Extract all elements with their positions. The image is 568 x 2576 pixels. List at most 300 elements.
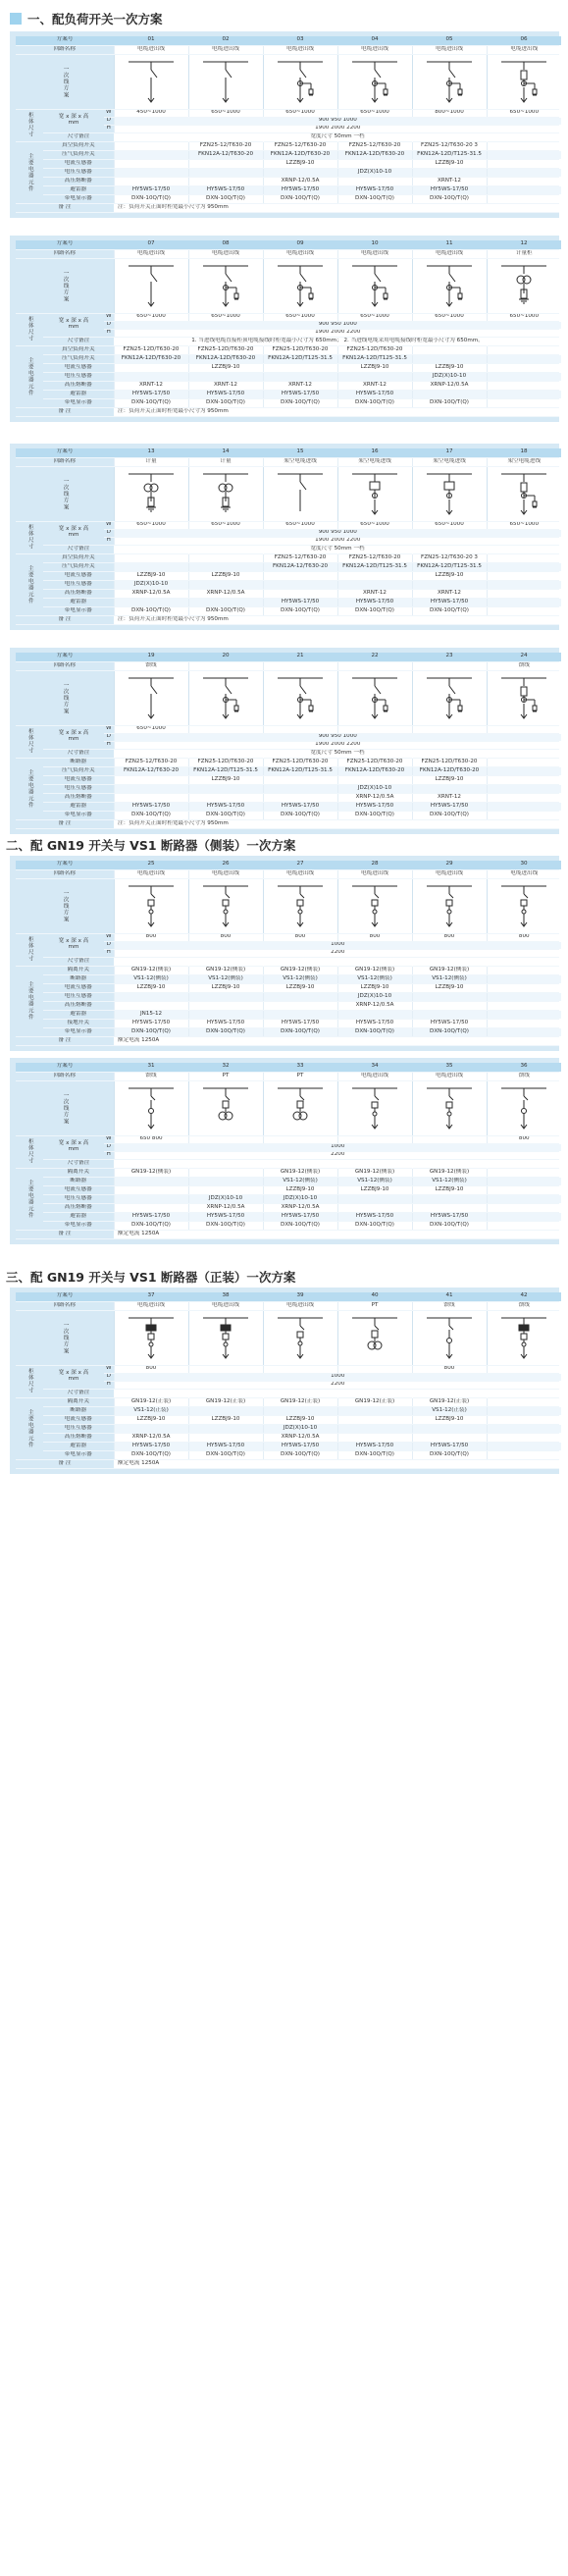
element-value: HY5WS-17/50 (263, 1212, 337, 1221)
size-note-label: 尺寸备注 (43, 957, 114, 966)
single-line-diagram-icon (114, 878, 188, 933)
element-value-extra (487, 562, 561, 571)
single-line-diagram-icon (487, 1080, 561, 1135)
element-name: 真空负荷开关 (43, 141, 114, 150)
scheme-table (16, 240, 561, 417)
remark-label: 备 注 (16, 615, 114, 624)
element-value: FKN12A-12D/T125-31.5 (412, 150, 487, 159)
element-value: DXN-10Q/T(Q) (337, 1027, 412, 1036)
table-row (16, 1063, 561, 1072)
single-line-diagram-icon (487, 258, 561, 313)
diagram-label: 一次线方案 (16, 1310, 114, 1365)
element-value: DXN-10Q/T(Q) (188, 1221, 263, 1230)
table-row (16, 562, 561, 571)
element-value: JDZ(X)10-10 (337, 168, 412, 177)
element-value (412, 1010, 487, 1019)
element-value: XRNP-12/0.5A (188, 1203, 263, 1212)
element-value: LZZBJ9-10 (188, 1415, 263, 1424)
width-value (487, 725, 561, 733)
element-value: DXN-10Q/T(Q) (412, 1221, 487, 1230)
single-line-diagram-icon (337, 258, 412, 313)
size-unit: mm (68, 1376, 79, 1382)
main-elements-label: 主要电器元件 (16, 553, 43, 615)
scheme-no: 09 (263, 240, 337, 249)
element-value (188, 784, 263, 793)
element-value (188, 1001, 263, 1010)
table-row (16, 457, 561, 466)
element-value (337, 571, 412, 580)
element-value (412, 1203, 487, 1212)
size-unit: mm (68, 944, 79, 950)
d-label: D (104, 1373, 114, 1381)
loop-name (263, 661, 337, 670)
size-dims: 宽 x 深 x 高 (58, 1370, 89, 1377)
element-value: FZN25-12/T630-20 (263, 553, 337, 562)
width-value (487, 1365, 561, 1373)
element-value-extra (487, 1212, 561, 1221)
remark: 注：负荷开关正面时柜宽最小尺寸为 950mm (114, 615, 561, 624)
w-label: W (104, 1135, 114, 1143)
table-row (16, 1177, 561, 1185)
element-value: FKN12A-12D/T630-20 (337, 150, 412, 159)
element-value (263, 372, 337, 381)
element-name: 高压熔断器 (43, 1433, 114, 1442)
loop-name-label: 回路名称 (16, 45, 114, 54)
size-unit: mm (68, 324, 79, 330)
table-row (16, 159, 561, 168)
element-value (412, 345, 487, 354)
loop-name: 电缆进出线 (412, 1072, 487, 1080)
element-name: 电流互感器 (43, 571, 114, 580)
element-value: XRNP-12/0.5A (114, 589, 188, 598)
element-value-extra (487, 553, 561, 562)
element-value: DXN-10Q/T(Q) (114, 1027, 188, 1036)
loop-name: 电缆进出线 (263, 869, 337, 878)
element-value: VS1-12(侧装) (412, 974, 487, 983)
element-name: 电流互感器 (43, 1185, 114, 1194)
width-value: 650~1000 (188, 313, 263, 321)
element-value: LZZBJ9-10 (263, 1415, 337, 1424)
height-value: 1900 2000 2200 (114, 741, 561, 749)
remark: 额定电流 1250A (114, 1230, 561, 1238)
table-row (16, 1027, 561, 1036)
element-value (188, 793, 263, 802)
element-value: GN19-12(正装) (114, 1397, 188, 1406)
element-value: HY5WS-17/50 (263, 1442, 337, 1450)
element-value: HY5WS-17/50 (188, 390, 263, 398)
loop-name (412, 661, 487, 670)
element-name: 压气负荷开关 (43, 766, 114, 775)
element-value (263, 1001, 337, 1010)
element-value: FZN25-12D/T630-20 (412, 758, 487, 766)
height-value: 2200 (114, 949, 561, 957)
width-value: 650~1000 (337, 313, 412, 321)
element-value: FKN12A-12/T630-20 (263, 562, 337, 571)
table-row (16, 141, 561, 150)
element-value (337, 1424, 412, 1433)
size-note-label: 尺寸备注 (43, 545, 114, 553)
element-value: HY5WS-17/50 (114, 802, 188, 811)
width-value: 800 (412, 933, 487, 941)
element-value (337, 372, 412, 381)
loop-name-label: 回路名称 (16, 1301, 114, 1310)
table-row (16, 1415, 561, 1424)
scheme-no: 39 (263, 1292, 337, 1301)
element-value (114, 1203, 188, 1212)
single-line-diagram-icon (412, 1080, 487, 1135)
diagram-label: 一次线方案 (16, 878, 114, 933)
element-value: HY5WS-17/50 (337, 185, 412, 194)
element-value (337, 1010, 412, 1019)
element-name: 压气负荷开关 (43, 354, 114, 363)
size-dims: 宽 x 深 x 高 (58, 938, 89, 945)
w-label: W (104, 313, 114, 321)
element-value-extra (487, 1424, 561, 1433)
main-elements-label: 主要电器元件 (16, 141, 43, 203)
loop-name: PT (188, 1072, 263, 1080)
loop-name: 电缆进出线 (337, 1072, 412, 1080)
element-value: FZN25-12D/T630-20 (188, 345, 263, 354)
element-value-extra (487, 398, 561, 407)
width-value: 650~1000 (263, 521, 337, 529)
remark-label: 备 注 (16, 1036, 114, 1045)
loop-name: 电缆进出线 (337, 249, 412, 258)
table-row (16, 1389, 561, 1397)
size-dims: 宽 x 深 x 高 (58, 114, 89, 121)
single-line-diagram-icon (337, 466, 412, 521)
element-value (188, 553, 263, 562)
element-value (188, 562, 263, 571)
element-value: GN19-12(正装) (188, 1397, 263, 1406)
element-value (188, 1010, 263, 1019)
element-value (263, 589, 337, 598)
width-value: 800 (412, 1365, 487, 1373)
size-note-label: 尺寸备注 (43, 132, 114, 141)
element-value (263, 1010, 337, 1019)
loop-name: 电缆进出线 (487, 45, 561, 54)
element-name: 避雷器 (43, 1442, 114, 1450)
table-row (16, 1442, 561, 1450)
remark: 注：负荷开关正面时柜宽最小尺寸为 950mm (114, 819, 561, 828)
element-value (188, 598, 263, 606)
single-line-diagram-icon (263, 466, 337, 521)
width-value (188, 1365, 263, 1373)
size-row-label (43, 933, 104, 957)
width-value: 650~1000 (337, 521, 412, 529)
table-row (16, 407, 561, 416)
single-line-diagram-icon (188, 258, 263, 313)
element-value: VS1-12(侧装) (412, 1177, 487, 1185)
table-row (16, 725, 561, 733)
depth-value: 900 950 1000 (114, 733, 561, 741)
element-name: 电压互感器 (43, 1424, 114, 1433)
depth-value: 1000 (114, 1373, 561, 1381)
depth-value: 900 950 1000 (114, 529, 561, 537)
width-value: 650~1000 (114, 521, 188, 529)
remark: 注：负荷开关正面时柜宽最小尺寸为 950mm (114, 203, 561, 212)
width-value: 650~1000 (487, 521, 561, 529)
element-value: HY5WS-17/50 (263, 1019, 337, 1027)
single-line-diagram-icon (412, 878, 487, 933)
element-value: XRNP-12/0.5A (188, 589, 263, 598)
scheme-no: 04 (337, 36, 412, 45)
element-name: 压气负荷开关 (43, 150, 114, 159)
element-value: HY5WS-17/50 (412, 598, 487, 606)
element-value: XRNP-12/0.5A (263, 177, 337, 185)
element-value: LZZBJ9-10 (188, 571, 263, 580)
scheme-no: 05 (412, 36, 487, 45)
scheme-no: 38 (188, 1292, 263, 1301)
element-value: JDZ(X)10-10 (263, 1424, 337, 1433)
width-value (412, 725, 487, 733)
table-row (16, 150, 561, 159)
table-row (16, 1010, 561, 1019)
cabinet-size-label: 柜体尺寸 (16, 109, 43, 141)
element-value: LZZBJ9-10 (114, 571, 188, 580)
element-value (412, 1433, 487, 1442)
element-value (188, 159, 263, 168)
loop-name: 架空电缆进线 (412, 457, 487, 466)
element-value: FZN25-12/T630-20 (337, 141, 412, 150)
element-value-extra (487, 580, 561, 589)
scheme-no-label: 方案号 (16, 36, 114, 45)
element-value-extra (487, 150, 561, 159)
element-value: FZN25-12/T630-20 (188, 141, 263, 150)
single-line-diagram-icon (188, 1310, 263, 1365)
table-row (16, 54, 561, 109)
single-line-diagram-icon (263, 1080, 337, 1135)
table-row (16, 758, 561, 766)
element-value (337, 580, 412, 589)
element-value (114, 150, 188, 159)
element-value: LZZBJ9-10 (188, 775, 263, 784)
table-row (16, 381, 561, 390)
element-value-extra (487, 390, 561, 398)
element-value: LZZBJ9-10 (412, 1415, 487, 1424)
size-note: 宽度尺寸 50mm 一档 (114, 749, 561, 758)
element-value: LZZBJ9-10 (337, 1185, 412, 1194)
width-value (337, 1365, 412, 1373)
table-row (16, 580, 561, 589)
element-value: LZZBJ9-10 (114, 983, 188, 992)
table-row (16, 974, 561, 983)
element-value: HY5WS-17/50 (188, 1442, 263, 1450)
element-value: FKN12A-12/T630-20 (114, 766, 188, 775)
main-elements-label: 主要电器元件 (16, 758, 43, 819)
table-row (16, 1001, 561, 1010)
scheme-table (16, 448, 561, 625)
table-row (16, 598, 561, 606)
element-name: 避雷器 (43, 802, 114, 811)
table-row (16, 1185, 561, 1194)
scheme-no-label: 方案号 (16, 653, 114, 661)
element-value-extra (487, 598, 561, 606)
remark-label: 备 注 (16, 203, 114, 212)
table-row (16, 545, 561, 553)
element-value-extra (487, 1203, 561, 1212)
width-value: 650 800 (114, 1135, 188, 1143)
table-row (16, 1194, 561, 1203)
element-name: 带电显示器 (43, 811, 114, 819)
element-value (114, 168, 188, 177)
loop-name: PT (263, 1072, 337, 1080)
table-row (16, 957, 561, 966)
element-value: FZN25-12D/T630-20 (337, 758, 412, 766)
element-name: 接地开关 (43, 1019, 114, 1027)
element-value: DXN-10Q/T(Q) (263, 811, 337, 819)
section-title (6, 834, 295, 856)
element-value: DXN-10Q/T(Q) (337, 1221, 412, 1230)
d-label: D (104, 117, 114, 125)
scheme-no: 28 (337, 861, 412, 869)
scheme-no: 23 (412, 653, 487, 661)
scheme-no: 19 (114, 653, 188, 661)
single-line-diagram-icon (337, 878, 412, 933)
element-name: 电压互感器 (43, 1194, 114, 1203)
loop-name: 电缆进出线 (263, 249, 337, 258)
scheme-no-label: 方案号 (16, 861, 114, 869)
w-label: W (104, 725, 114, 733)
width-value: 650~1000 (263, 109, 337, 117)
element-name: 隔离开关 (43, 1397, 114, 1406)
element-value-extra (487, 1168, 561, 1177)
element-value (188, 1177, 263, 1185)
size-row-label (43, 313, 104, 337)
scheme-no: 02 (188, 36, 263, 45)
size-note-label: 尺寸备注 (43, 749, 114, 758)
scheme-no: 06 (487, 36, 561, 45)
element-value: FZN25-12/T630-20 (263, 141, 337, 150)
element-value: DXN-10Q/T(Q) (337, 606, 412, 615)
element-value: LZZBJ9-10 (412, 571, 487, 580)
single-line-diagram-icon (114, 466, 188, 521)
element-value: GN19-12(侧装) (263, 966, 337, 974)
element-value: HY5WS-17/50 (263, 598, 337, 606)
table-row (16, 983, 561, 992)
loop-name-label: 回路名称 (16, 457, 114, 466)
remark-label: 备 注 (16, 1230, 114, 1238)
element-value: XRNP-12/0.5A (263, 1433, 337, 1442)
h-label: H (104, 1151, 114, 1159)
element-value: DXN-10Q/T(Q) (263, 1221, 337, 1230)
element-value: HY5WS-17/50 (263, 802, 337, 811)
element-value-extra (487, 1010, 561, 1019)
remark: 额定电流 1250A (114, 1036, 561, 1045)
element-value: FZN25-12/T630-20 3 (412, 141, 487, 150)
table-row (16, 661, 561, 670)
element-value (114, 177, 188, 185)
element-value (188, 992, 263, 1001)
table-row (16, 249, 561, 258)
element-value-extra (487, 1027, 561, 1036)
element-name: 隔离开关 (43, 1168, 114, 1177)
element-value-extra (487, 571, 561, 580)
element-value: HY5WS-17/50 (412, 802, 487, 811)
cabinet-size-label: 柜体尺寸 (16, 725, 43, 758)
diagram-label: 一次线方案 (16, 466, 114, 521)
main-elements-label: 主要电器元件 (16, 345, 43, 407)
table-row (16, 1230, 561, 1238)
element-value (412, 784, 487, 793)
element-value: GN19-12(侧装) (114, 966, 188, 974)
section-marker-icon (10, 13, 22, 25)
h-label: H (104, 1381, 114, 1389)
loop-name: 馈线 (487, 1072, 561, 1080)
element-value: VS1-12(侧装) (263, 1177, 337, 1185)
element-name: 带电显示器 (43, 1027, 114, 1036)
table-row (16, 45, 561, 54)
element-value (337, 1203, 412, 1212)
scheme-no: 13 (114, 448, 188, 457)
table-row (16, 802, 561, 811)
element-value: LZZBJ9-10 (188, 983, 263, 992)
element-value: XRNT-12 (114, 381, 188, 390)
element-value: FKN12A-12D/T125-31.5 (337, 354, 412, 363)
table-row (16, 466, 561, 521)
scheme-no: 31 (114, 1063, 188, 1072)
loop-name: 电缆进出线 (487, 869, 561, 878)
element-value: HY5WS-17/50 (114, 1442, 188, 1450)
table-row (16, 337, 561, 345)
scheme-table-panel (10, 1288, 559, 1474)
width-value: 800 (487, 933, 561, 941)
element-value: FKN12A-12D/T125-31.5 (337, 562, 412, 571)
scheme-no: 26 (188, 861, 263, 869)
element-value: LZZBJ9-10 (188, 363, 263, 372)
element-value: JDZ(X)10-10 (337, 992, 412, 1001)
element-value: HY5WS-17/50 (114, 185, 188, 194)
table-row (16, 258, 561, 313)
element-value: GN19-12(侧装) (337, 1168, 412, 1177)
single-line-diagram-icon (188, 1080, 263, 1135)
element-name: 真空负荷开关 (43, 553, 114, 562)
table-row (16, 177, 561, 185)
element-name: 断路器 (43, 1406, 114, 1415)
element-value: DXN-10Q/T(Q) (188, 1450, 263, 1459)
element-value: FKN12A-12D/T630-20 (263, 150, 337, 159)
scheme-no: 40 (337, 1292, 412, 1301)
scheme-no: 42 (487, 1292, 561, 1301)
element-value: VS1-12(侧装) (114, 974, 188, 983)
element-value (114, 553, 188, 562)
width-value (337, 725, 412, 733)
main-elements-label: 主要电器元件 (16, 966, 43, 1036)
scheme-no: 35 (412, 1063, 487, 1072)
table-row (16, 1397, 561, 1406)
element-value: XRNT-12 (412, 177, 487, 185)
element-value-extra (487, 177, 561, 185)
element-value: HY5WS-17/50 (337, 390, 412, 398)
table-row (16, 571, 561, 580)
element-value (337, 159, 412, 168)
element-value: LZZBJ9-10 (412, 363, 487, 372)
element-value (114, 775, 188, 784)
element-name: 电压互感器 (43, 992, 114, 1001)
height-value: 1900 2000 2200 (114, 537, 561, 545)
element-value (188, 1185, 263, 1194)
height-value: 1900 2000 2200 (114, 329, 561, 337)
element-name: 高压熔断器 (43, 793, 114, 802)
element-name: 高压熔断器 (43, 1001, 114, 1010)
element-value: JDZ(X)10-10 (412, 372, 487, 381)
element-value: FKN12A-12D/T630-20 (412, 766, 487, 775)
single-line-diagram-icon (487, 1310, 561, 1365)
element-value: GN19-12(侧装) (337, 966, 412, 974)
width-value: 650~1000 (114, 725, 188, 733)
h-label: H (104, 125, 114, 132)
element-value-extra (487, 372, 561, 381)
single-line-diagram-icon (188, 878, 263, 933)
